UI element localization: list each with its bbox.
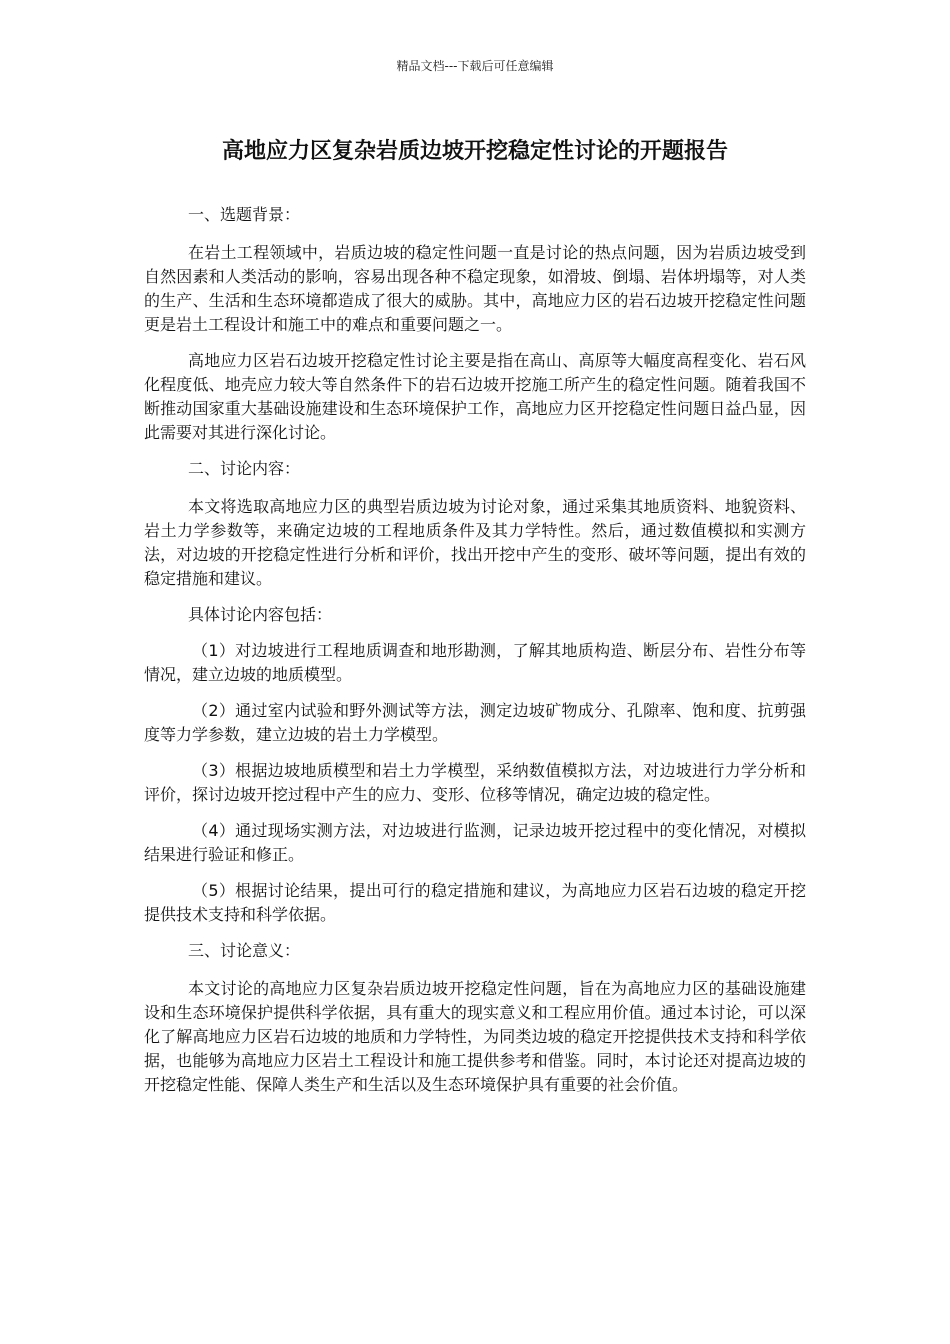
page-header-watermark: 精品文档---下载后可任意编辑 [396,59,554,73]
list-item-3: （3）根据边坡地质模型和岩土力学模型，采纳数值模拟方法，对边坡进行力学分析和评价，探讨边坡开挖过程中产生的应力、变形、位移等情况，确定边坡的稳定性。 [144,761,806,804]
list-item-4: （4）通过现场实测方法，对边坡进行监测，记录边坡开挖过程中的变化情况，对模拟结果进行验证和修正。 [144,821,806,864]
section-heading-significance: 三、讨论意义： [188,941,301,960]
list-item-2: （2）通过室内试验和野外测试等方法，测定边坡矿物成分、孔隙率、饱和度、抗剪强度等力学参数，建立边坡的岩土力学模型。 [144,701,806,744]
paragraph-content-2: 具体讨论内容包括： [188,605,333,624]
list-item-5: （5）根据讨论结果，提出可行的稳定措施和建议，为高地应力区岩石边坡的稳定开挖提供技术支持和科学依据。 [144,881,806,924]
paragraph-background-1: 在岩土工程领域中，岩质边坡的稳定性问题一直是讨论的热点问题，因为岩质边坡受到自然因素和人类活动的影响，容易出现各种不稳定现象，如滑坡、倒塌、岩体坍塌等，对人类的生产、生活和生态环境都造成了很大的威胁。其中，高地应力区的岩石边坡开挖稳定性问题更是岩土工程设计和施工中的难点和重要问题之一。 [144,243,806,334]
paragraph-significance-1: 本文讨论的高地应力区复杂岩质边坡开挖稳定性问题，旨在为高地应力区的基础设施建设和生态环境保护提供科学依据，具有重大的现实意义和工程应用价值。通过本讨论，可以深化了解高地应力区岩石边坡的地质和力学特性，为同类边坡的稳定开挖提供技术支持和科学依据，也能够为高地应力区岩土工程设计和施工提供参考和借鉴。同时，本讨论还对提高边坡的开挖稳定性能、保障人类生产和生活以及生态环境保护具有重要的社会价值。 [144,979,806,1094]
paragraph-background-2: 高地应力区岩石边坡开挖稳定性讨论主要是指在高山、高原等大幅度高程变化、岩石风化程度低、地壳应力较大等自然条件下的岩石边坡开挖施工所产生的稳定性问题。随着我国不断推动国家重大基础设施建设和生态环境保护工作，高地应力区开挖稳定性问题日益凸显，因此需要对其进行深化讨论。 [144,351,806,442]
section-heading-content: 二、讨论内容： [188,459,301,478]
document-body [144,203,806,1109]
list-item-1: （1）对边坡进行工程地质调查和地形勘测，了解其地质构造、断层分布、岩性分布等情况，建立边坡的地质模型。 [144,641,806,684]
section-heading-background: 一、选题背景： [188,205,301,224]
document-title: 高地应力区复杂岩质边坡开挖稳定性讨论的开题报告 [221,139,728,164]
paragraph-content-1: 本文将选取高地应力区的典型岩质边坡为讨论对象，通过采集其地质资料、地貌资料、岩土力学参数等，来确定边坡的工程地质条件及其力学特性。然后，通过数值模拟和实测方法，对边坡的开挖稳定性进行分析和评价，找出开挖中产生的变形、破坏等问题，提出有效的稳定措施和建议。 [144,497,806,588]
